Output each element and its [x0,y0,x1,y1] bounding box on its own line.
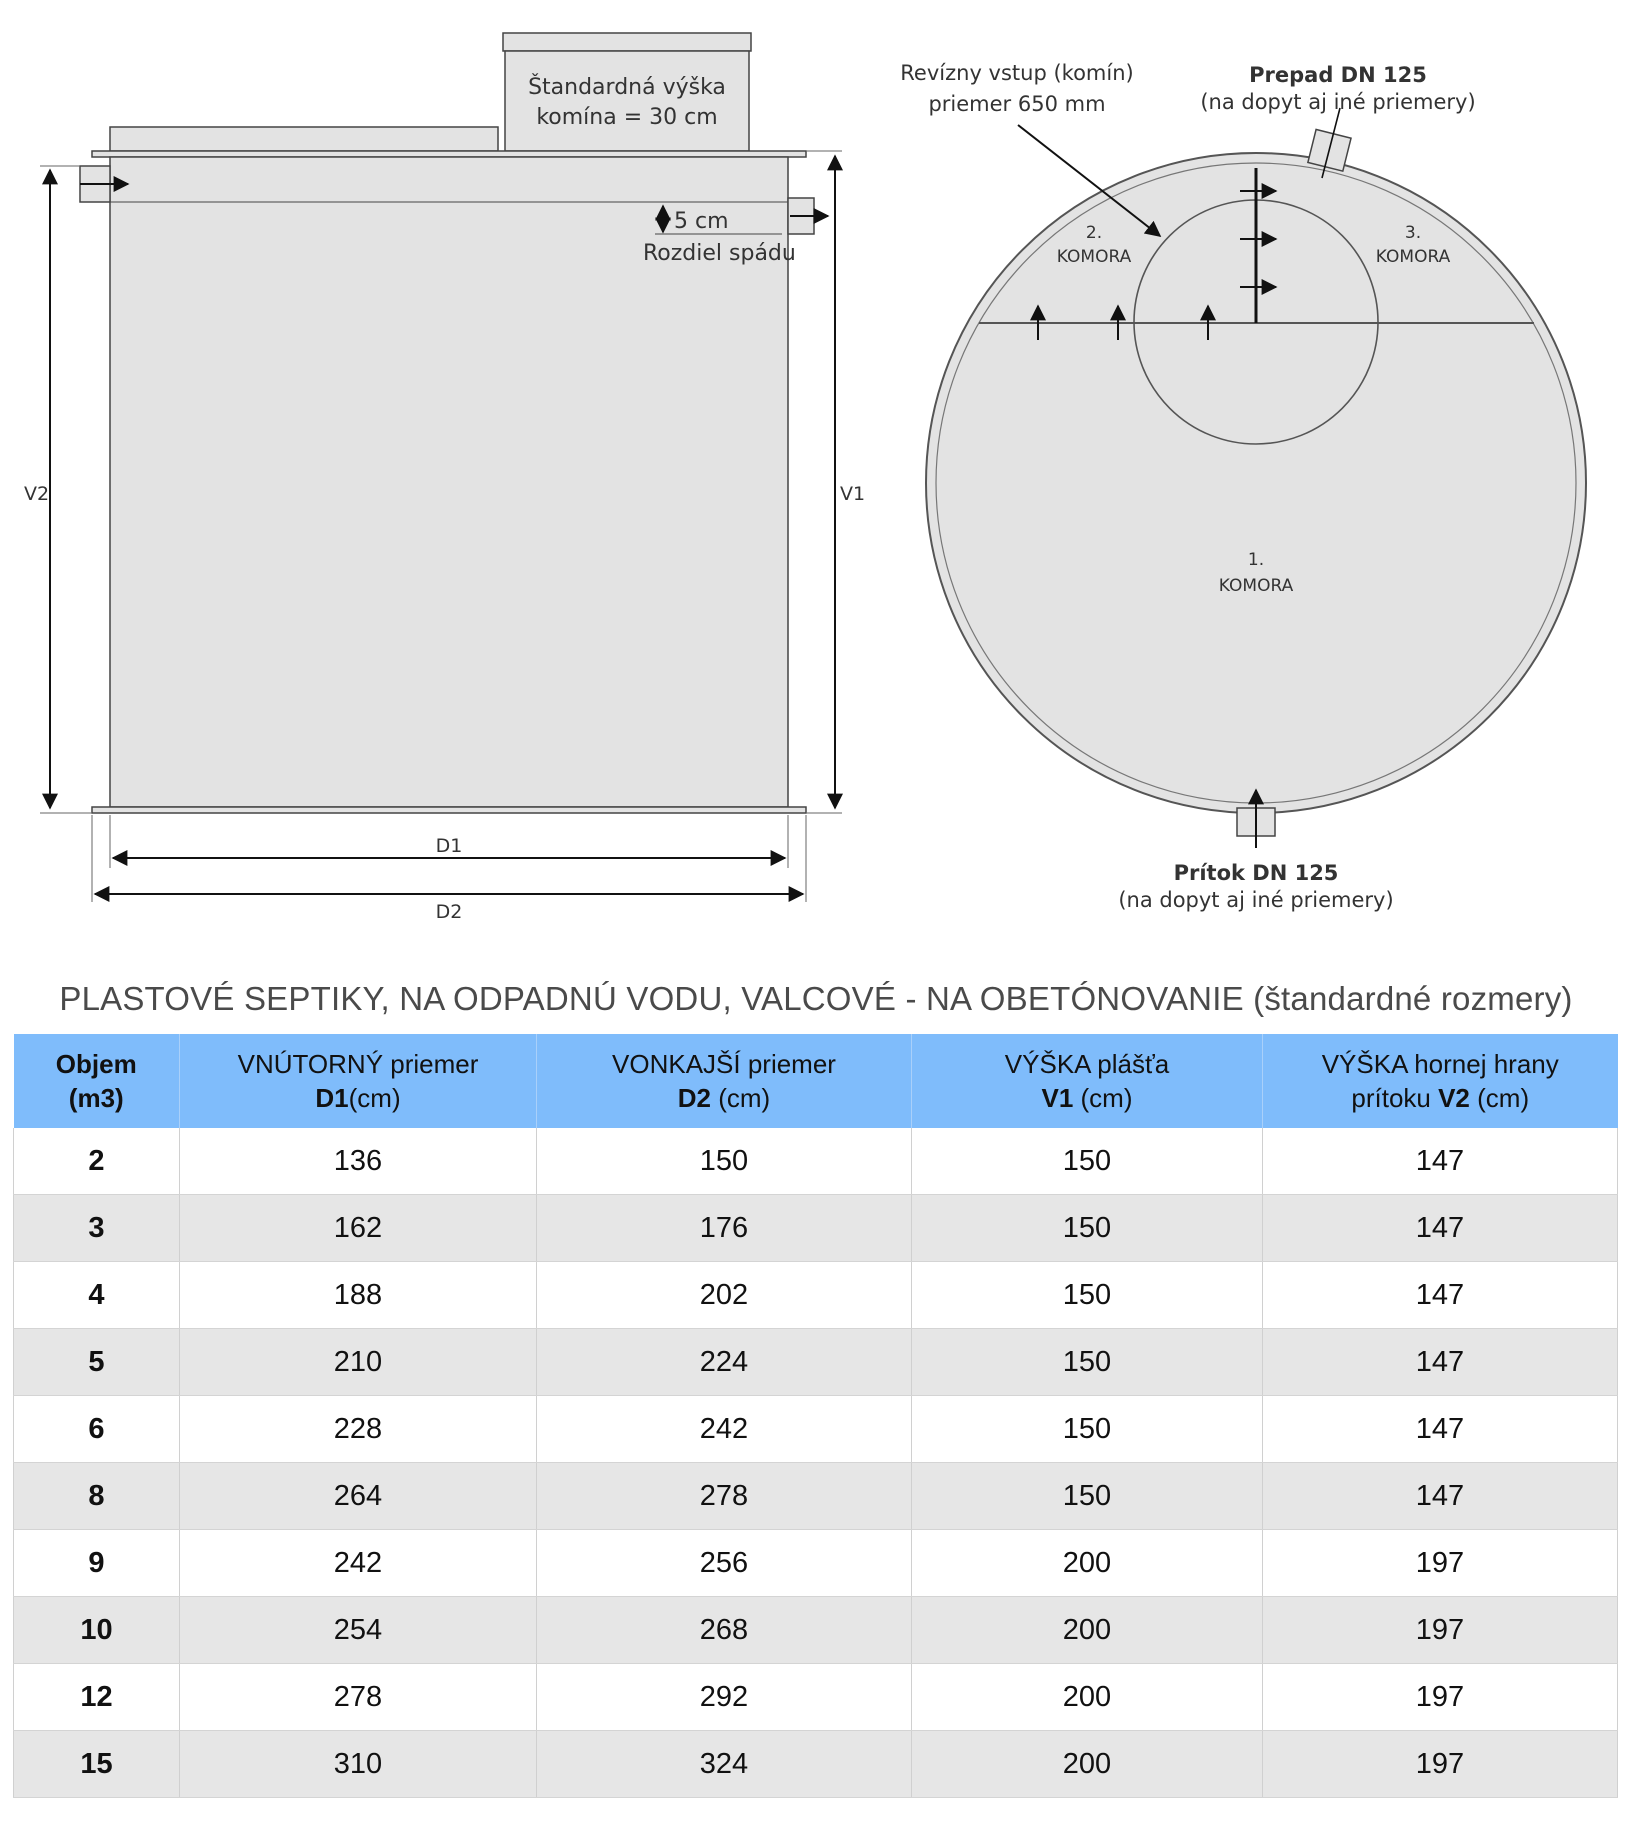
header-inner-diameter-symbol: D1 [315,1083,349,1113]
table-row [14,1463,1618,1530]
cell-v1: 200 [912,1597,1263,1664]
cell-volume: 2 [14,1128,180,1195]
cell-d2: 278 [537,1463,912,1530]
cell-d2: 224 [537,1329,912,1396]
header-outer-diameter-symbol: D2 [677,1083,712,1113]
slope-label: Rozdiel spádu [643,241,796,266]
header-outer-diameter-title: VONKAJŠÍ priemer [612,1049,836,1079]
cell-volume: 3 [14,1195,180,1262]
table-body [14,1128,1618,1798]
cell-d2: 176 [537,1195,912,1262]
chamber-2-label: KOMORA [1056,247,1132,267]
cell-v2: 197 [1263,1530,1618,1597]
header-inner-diameter [180,1034,537,1128]
header-inner-diameter-title: VNÚTORNÝ priemer [237,1049,479,1079]
chimney-label-line1: Štandardná výška [528,75,726,100]
cell-d2: 324 [537,1731,912,1798]
table-row [14,1329,1618,1396]
cell-volume: 8 [14,1463,180,1530]
cell-d1: 254 [180,1597,537,1664]
cell-d1: 136 [180,1128,537,1195]
cell-volume: 15 [14,1731,180,1798]
v1-label: V1 [840,483,866,505]
chimney [505,51,749,151]
inflow-note: (na dopyt aj iné priemery) [1118,888,1394,912]
cell-volume: 4 [14,1262,180,1329]
cell-d2: 292 [537,1664,912,1731]
cell-v2: 197 [1263,1597,1618,1664]
table-header-row [14,1034,1618,1128]
header-shell-height-title: VÝŠKA plášťa [1004,1049,1170,1079]
cell-v1: 200 [912,1530,1263,1597]
cell-d2: 256 [537,1530,912,1597]
cell-v1: 150 [912,1128,1263,1195]
cell-volume: 6 [14,1396,180,1463]
cell-volume: 12 [14,1664,180,1731]
table-title: PLASTOVÉ SEPTIKY, NA ODPADNÚ VODU, VALCOVÉ - NA OBETÓNOVANIE (štandardné rozmery) [59,980,1573,1017]
chamber-1-label: KOMORA [1218,576,1294,596]
cell-d2: 150 [537,1128,912,1195]
d1-label: D1 [435,835,463,857]
chamber-2-number: 2. [1085,223,1103,243]
table-row [14,1195,1618,1262]
table-row [14,1128,1618,1195]
chamber-3-number: 3. [1404,223,1422,243]
header-shell-height-symbol: V1 [1041,1083,1074,1113]
cell-v2: 147 [1263,1262,1618,1329]
overflow-title: Prepad DN 125 [1249,63,1427,87]
table-row [14,1530,1618,1597]
header-inflow-height-symbol: V2 [1438,1083,1470,1113]
cell-v2: 147 [1263,1396,1618,1463]
header-inflow-height-prefix: prítoku [1351,1083,1439,1113]
d2-label: D2 [435,901,463,923]
header-volume-title: Objem [55,1049,137,1079]
overflow-note: (na dopyt aj iné priemery) [1200,90,1476,114]
cell-v2: 147 [1263,1128,1618,1195]
header-shell-height [912,1034,1263,1128]
chimney-cap [503,33,751,51]
inspection-label-line1: Revízny vstup (komín) [900,61,1134,85]
cell-d1: 278 [180,1664,537,1731]
cell-v1: 150 [912,1262,1263,1329]
header-inflow-height-unit: (cm) [1469,1083,1530,1113]
cell-volume: 9 [14,1530,180,1597]
v2-label: V2 [24,483,50,505]
cell-v2: 147 [1263,1195,1618,1262]
cell-d2: 242 [537,1396,912,1463]
chamber-3-label: KOMORA [1375,247,1451,267]
cell-v1: 150 [912,1329,1263,1396]
table-row [14,1731,1618,1798]
cell-v1: 200 [912,1664,1263,1731]
header-outer-diameter [537,1034,912,1128]
table-row [14,1396,1618,1463]
cell-v2: 147 [1263,1463,1618,1530]
inspection-label-line2: priemer 650 mm [928,92,1106,116]
cell-d1: 162 [180,1195,537,1262]
dimensions-table [13,1034,1618,1798]
header-volume [14,1034,180,1128]
cell-v1: 150 [912,1396,1263,1463]
chimney-label-line2: komína = 30 cm [536,105,718,130]
header-inflow-height-title: VÝŠKA hornej hrany [1321,1049,1559,1079]
cell-volume: 10 [14,1597,180,1664]
chamber-1-number: 1. [1247,550,1265,570]
header-inflow-height [1263,1034,1618,1128]
cell-volume: 5 [14,1329,180,1396]
cell-d2: 268 [537,1597,912,1664]
cell-d1: 210 [180,1329,537,1396]
inflow-title: Prítok DN 125 [1173,861,1339,885]
cell-d2: 202 [537,1262,912,1329]
cell-d1: 310 [180,1731,537,1798]
table-row [14,1597,1618,1664]
cell-v1: 150 [912,1195,1263,1262]
cell-d1: 228 [180,1396,537,1463]
lid [110,127,498,151]
cell-d1: 264 [180,1463,537,1530]
header-volume-unit: (m3) [68,1083,124,1113]
bottom-flange [92,807,806,813]
slope-value: 5 cm [674,209,729,234]
header-outer-diameter-unit: (cm) [711,1083,771,1113]
cell-d1: 188 [180,1262,537,1329]
cell-v2: 197 [1263,1731,1618,1798]
table-row [14,1664,1618,1731]
cell-v2: 147 [1263,1329,1618,1396]
top-view [900,61,1586,912]
cell-d1: 242 [180,1530,537,1597]
cell-v1: 150 [912,1463,1263,1530]
cell-v2: 197 [1263,1664,1618,1731]
header-shell-height-unit: (cm) [1073,1083,1133,1113]
top-flange [92,151,806,157]
cell-v1: 200 [912,1731,1263,1798]
table-row [14,1262,1618,1329]
side-view [24,33,865,923]
header-inner-diameter-unit: (cm) [348,1083,401,1113]
